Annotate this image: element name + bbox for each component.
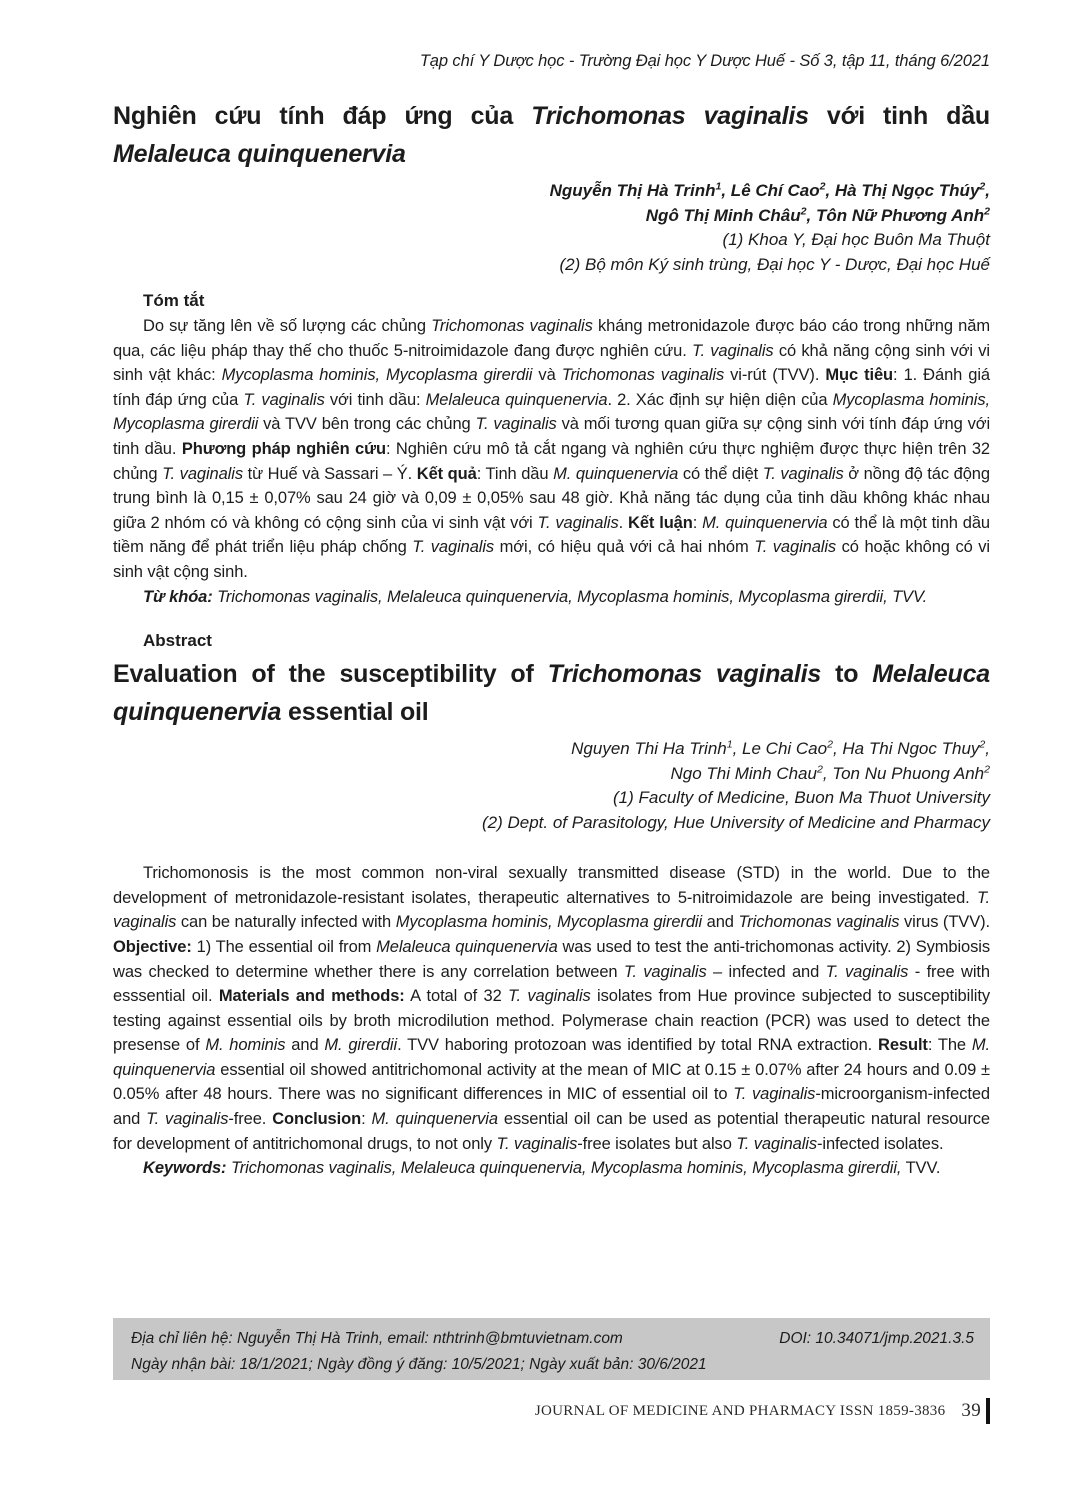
contact-box [113, 1318, 990, 1380]
affiliation-2-vi: (2) Bộ môn Ký sinh trùng, Đại học Y - Dược, Đại học Huế [559, 254, 990, 274]
authors-en-line1: Nguyen Thi Ha Trinh$^1$, Le Chi Cao$^2$, Ha Thi Ngoc Thuy$^2$, [571, 738, 990, 759]
keywords-en: Keywords: Trichomonas vaginalis, Melaleuca quinquenervia, Mycoplasma hominis, Mycoplasma girerdii, TVV. [143, 1159, 941, 1178]
keywords-vi: Từ khóa: Trichomonas vaginalis, Melaleuca quinquenervia, Mycoplasma hominis, Mycoplasma girerdii, TVV. [143, 587, 928, 606]
page-number: 39 [961, 1400, 981, 1421]
authors-vi-block [113, 179, 990, 277]
abstract-en-paragraph: Trichomonosis is the most common non-viral sexually transmitted disease (STD) in the world. Due to the development of metronidazole-resistant isolates, therapeutic alternatives to 5-nitroimidazole are being investigated. T. vaginalis can be naturally infected with Mycoplasma hominis, Mycoplasma girerdii and Trichomonas vaginalis virus (TVV). Objective: 1) The essential oil from Melaleuca quinquenervia was used to test the anti-trichomonas activity. 2) Symbiosis was checked to determine whether there is any correlation between T. vaginalis – infected and T. vaginalis - free with esssential oil. Materials and methods: A total of 32 T. vaginalis isolates from Hue province subjected to susceptibility testing against essential oils by broth microdilution method. Polymerase chain reaction (PCR) was used to detect the presense of M. hominis and M. girerdii. TVV haboring protozoan was identified by total RNA extraction. Result: The M. quinquenervia essential oil showed antitrichomonal activity at the mean of MIC at 0.15 ± 0.07% after 24 hours and 0.09 ± 0.05% after 48 hours. There was no significant differences in MIC of essential oil to T. vaginalis-microorganism-infected and T. vaginalis-free. Conclusion: M. quinquenervia essential oil can be used as potential therapeutic natural resource for development of antitrichomonal drugs, to not only T. vaginalis-free isolates but also T. vaginalis-infected isolates. [113, 864, 991, 1153]
journal-name: JOURNAL OF MEDICINE AND PHARMACY ISSN 1859-3836 [534, 1402, 946, 1419]
affiliation-1-en: (1) Faculty of Medicine, Buon Ma Thuot University [613, 788, 990, 808]
article-title-en-line1: Evaluation of the susceptibility of Trichomonas vaginalis to Melaleuca [113, 660, 990, 689]
contact-address: Địa chỉ liên hệ: Nguyễn Thị Hà Trinh, email: nthtrinh@bmtuvietnam.com [131, 1330, 623, 1347]
article-title-en-line2: quinquenervia essential oil [113, 698, 429, 727]
abstract-vi-paragraph: Do sự tăng lên về số lượng các chủng Trichomonas vaginalis kháng metronidazole được báo cáo trong những năm qua, các liệu pháp thay thế cho thuốc 5-nitroimidazole đang được nghiên cứu. T. vaginalis có khả năng cộng sinh với vi sinh vật khác: Mycoplasma hominis, Mycoplasma girerdii và Trichomonas vaginalis vi-rút (TVV). Mục tiêu: 1. Đánh giá tính đáp ứng của T. vaginalis với tinh dầu: Melaleuca quinquenervia. 2. Xác định sự hiện diện của Mycoplasma hominis, Mycoplasma girerdii và TVV bên trong các chủng T. vaginalis và mối tương quan giữa sự cộng sinh với tính đáp ứng với tinh dầu. Phương pháp nghiên cứu: Nghiên cứu mô tả cắt ngang và nghiên cứu thực nghiệm được thực hiện trên 32 chủng T. vaginalis từ Huế và Sassari – Ý. Kết quả: Tinh dầu M. quinquenervia có thể diệt T. vaginalis ở nồng độ tác động trung bình là 0,15 ± 0,07% sau 24 giờ và 0,09 ± 0,05% sau 48 giờ. Khả năng tác dụng của tinh dầu không khác nhau giữa 2 nhóm có và không có cộng sinh của vi sinh vật với T. vaginalis. Kết luận: M. quinquenervia có thể là một tinh dầu tiềm năng để phát triển liệu pháp chống T. vaginalis mới, có hiệu quả với cả hai nhóm T. vaginalis có hoặc không có vi sinh vật cộng sinh. [113, 317, 991, 581]
article-title-vi-line1: Nghiên cứu tính đáp ứng của Trichomonas vaginalis với tinh dầu [113, 102, 990, 130]
affiliation-1-vi: (1) Khoa Y, Đại học Buôn Ma Thuột [722, 230, 990, 249]
article-title-vi [113, 97, 990, 173]
submission-dates: Ngày nhận bài: 18/1/2021; Ngày đồng ý đăng: 10/5/2021; Ngày xuất bản: 30/6/2021 [131, 1356, 707, 1373]
journal-header: Tạp chí Y Dược học - Trường Đại học Y Dược Huế - Số 3, tập 11, tháng 6/2021 [419, 52, 990, 70]
article-title-vi-line2: Melaleuca quinquenervia [113, 140, 406, 168]
contact-row [131, 1326, 974, 1352]
doi-text: DOI: 10.34071/jmp.2021.3.5 [779, 1330, 974, 1347]
page-number-bar [986, 1398, 990, 1424]
authors-en-line2: Ngo Thi Minh Chau$^2$, Ton Nu Phuong Anh$^2$ [670, 762, 990, 783]
authors-en-block [113, 737, 990, 835]
authors-vi-line2: Ngô Thị Minh Châu$^2$, Tôn Nữ Phương Anh$^2$ [645, 204, 990, 225]
section-heading-tomtat: Tóm tắt [143, 291, 205, 310]
affiliation-2-en: (2) Dept. of Parasitology, Hue University of Medicine and Pharmacy [481, 812, 990, 832]
section-heading-abstract: Abstract [143, 631, 212, 651]
article-title-en [113, 655, 990, 731]
authors-vi-line1: Nguyễn Thị Hà Trinh$^1$, Lê Chí Cao$^2$, Hà Thị Ngọc Thúy$^2$, [549, 180, 990, 200]
journal-footer [535, 1398, 990, 1424]
